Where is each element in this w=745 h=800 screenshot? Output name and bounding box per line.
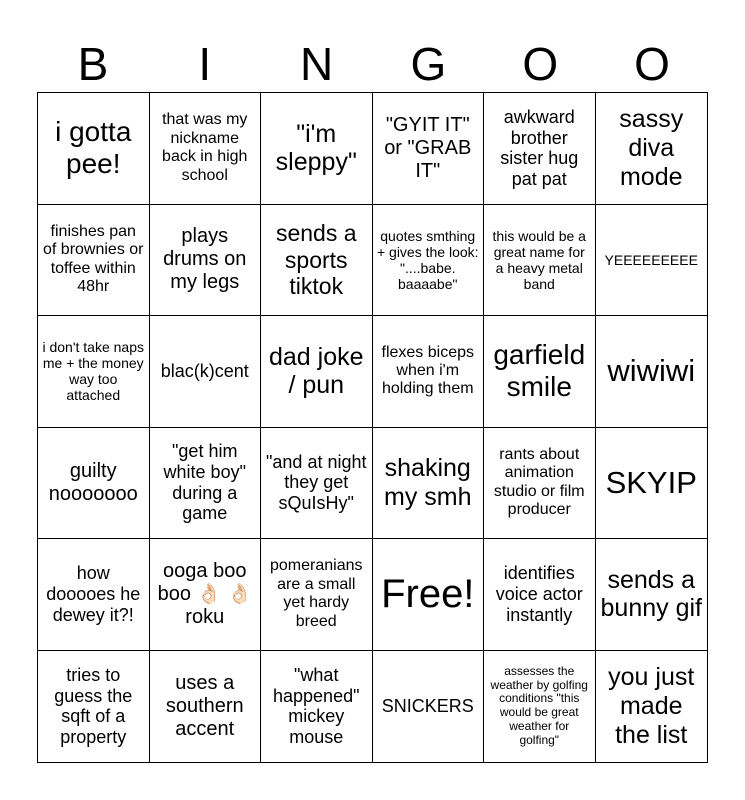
header-letter: I [198,38,212,90]
bingo-cell[interactable]: assesses the weather by golfing conditions "this would be great weather for golfing" [484,651,596,763]
bingo-cell[interactable]: rants about animation studio or film producer [484,428,596,540]
bingo-cell[interactable]: pomeranians are a small yet hardy breed [261,539,373,651]
bingo-cell[interactable]: "GYIT IT" or "GRAB IT" [373,93,485,205]
bingo-cell[interactable]: SNICKERS [373,651,485,763]
bingo-cell[interactable]: identifies voice actor instantly [484,539,596,651]
bingo-cell[interactable]: how dooooes he dewey it?! [38,539,150,651]
bingo-cell[interactable]: quotes smthing + gives the look: "....babe. baaaabe" [373,205,485,317]
bingo-cell[interactable]: flexes biceps when i'm holding them [373,316,485,428]
bingo-cell[interactable]: uses a southern accent [150,651,262,763]
bingo-board [37,92,708,763]
bingo-cell[interactable]: "get him white boy" during a game [150,428,262,540]
bingo-header [37,36,708,92]
bingo-cell[interactable]: garfield smile [484,316,596,428]
bingo-cell[interactable]: sends a sports tiktok [261,205,373,317]
bingo-cell[interactable]: sends a bunny gif [596,539,708,651]
bingo-cell[interactable]: this would be a great name for a heavy metal band [484,205,596,317]
bingo-cell[interactable]: shaking my smh [373,428,485,540]
header-letter: G [410,38,447,90]
bingo-cell[interactable]: "and at night they get sQuIsHy" [261,428,373,540]
bingo-cell[interactable]: guilty nooooooo [38,428,150,540]
bingo-cell[interactable]: blac(k)cent [150,316,262,428]
bingo-cell[interactable]: YEEEEEEEEE [596,205,708,317]
header-letter: O [634,38,670,90]
bingo-cell[interactable]: i gotta pee! [38,93,150,205]
bingo-cell[interactable]: ooga boo boo 👌🏻 👌🏻 roku [150,539,262,651]
bingo-cell[interactable]: wiwiwi [596,316,708,428]
free-space-cell[interactable]: Free! [373,539,485,651]
bingo-cell[interactable]: "what happened" mickey mouse [261,651,373,763]
bingo-cell[interactable]: sassy diva mode [596,93,708,205]
bingo-cell[interactable]: dad joke / pun [261,316,373,428]
header-letter: N [299,38,334,90]
header-letter: O [522,38,559,90]
bingo-cell[interactable]: "i'm sleppy" [261,93,373,205]
bingo-cell[interactable]: that was my nickname back in high school [150,93,262,205]
bingo-cell[interactable]: i don't take naps me + the money way too attached [38,316,150,428]
bingo-cell[interactable]: SKYIP [596,428,708,540]
bingo-cell[interactable]: plays drums on my legs [150,205,262,317]
bingo-cell[interactable]: you just made the list [608,663,695,749]
header-letter: B [77,38,109,90]
bingo-cell[interactable]: tries to guess the sqft of a property [38,651,150,763]
bingo-cell[interactable]: finishes pan of brownies or toffee within 48hr [38,205,150,317]
bingo-cell[interactable]: awkward brother sister hug pat pat [484,93,596,205]
